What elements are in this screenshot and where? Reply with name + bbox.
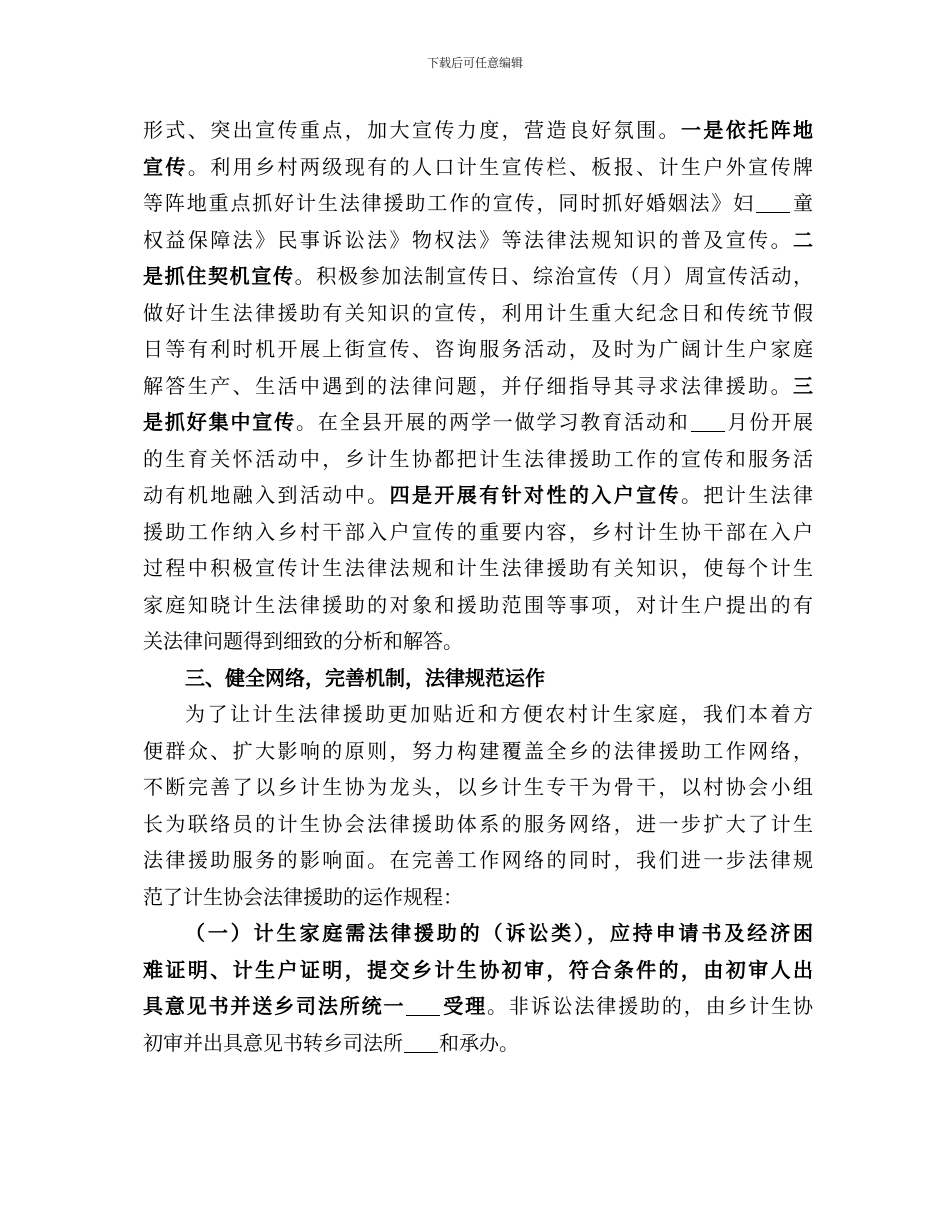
text-segment: 。非诉讼法律援助的，由乡计生协 xyxy=(486,994,814,1018)
text-segment: 等阵地重点抓好计生法律援助工作的宣传，同时抓好婚姻法》妇 xyxy=(143,191,756,215)
text-segment: 形式、突出宣传重点，加大宣传力度，营造良好氛围。 xyxy=(143,118,681,142)
text-segment: 。在全县开展的两学一做学习教育活动和 xyxy=(296,410,690,434)
bold-text: 宣传 xyxy=(143,154,188,179)
text-line xyxy=(143,623,813,660)
bold-text: 三、健全网络，完善机制，法律规范运作 xyxy=(185,665,545,690)
fill-in-blank xyxy=(406,995,440,1016)
bold-text: 受理 xyxy=(441,994,487,1018)
page-header: 下载后可任意编辑 xyxy=(426,56,523,70)
text-segment: 动有机地融入到活动中。 xyxy=(143,483,390,507)
bold-text: 难证明、计生户证明，提交乡计生协初审，符合条件的，由初审人出 xyxy=(143,957,813,982)
fill-in-blank xyxy=(756,192,790,213)
bold-text: 三 xyxy=(793,373,813,398)
text-segment: 。积极参加法制宣传日、综治宣传（月）周宣传活动， xyxy=(294,264,814,288)
text-segment: 不断完善了以乡计生协为龙头，以乡计生专干为骨干，以村协会小组 xyxy=(143,775,813,799)
text-segment: 童 xyxy=(791,191,814,215)
text-segment: 解答生产、生活中遇到的法律问题，并仔细指导其寻求法律援助。 xyxy=(143,373,793,398)
bold-text: 四是开展有针对性的入户宣传 xyxy=(389,483,681,507)
bold-text: 是抓好集中宣传 xyxy=(143,410,297,434)
text-segment: 权益保障法》民事诉讼法》物权法》等法律法规知识的普及宣传。 xyxy=(143,227,793,252)
text-segment: 过程中积极宣传计生法律法规和计生法律援助有关知识，使每个计生 xyxy=(143,556,813,580)
text-line xyxy=(143,222,813,259)
bold-text: 是抓住契机宣传 xyxy=(143,264,295,288)
text-segment: 和承办。 xyxy=(439,1030,519,1055)
fill-in-blank xyxy=(404,1032,438,1053)
text-line xyxy=(143,331,813,368)
text-line xyxy=(143,368,813,405)
text-line xyxy=(143,587,813,624)
text-line xyxy=(143,258,813,295)
text-line xyxy=(143,952,813,989)
text-segment: 的生育关怀活动中，乡计生协都把计生法律援助工作的宣传和服务活 xyxy=(143,446,813,471)
bold-text: 二 xyxy=(793,227,813,252)
text-segment: 家庭知晓计生法律援助的对象和援助范围等事项，对计生户提出的有 xyxy=(143,592,813,617)
text-segment: 为了让计生法律援助更加贴近和方便农村计生家庭，我们本着方 xyxy=(185,702,813,726)
text-line xyxy=(143,879,813,916)
text-line xyxy=(143,185,813,222)
text-segment: 长为联络员的计生协会法律援助体系的服务网络，进一步扩大了计生 xyxy=(143,811,813,836)
text-line xyxy=(143,806,813,843)
text-line xyxy=(143,514,813,551)
text-line xyxy=(143,295,813,332)
text-line xyxy=(143,769,813,806)
text-segment: 。利用乡村两级现有的人口计生宣传栏、板报、计生户外宣传牌 xyxy=(187,154,814,179)
text-segment: 。把计生法律 xyxy=(680,483,814,507)
text-line xyxy=(143,660,813,697)
text-line xyxy=(143,733,813,770)
bold-text: 一是依托阵地 xyxy=(680,118,814,142)
text-line xyxy=(143,441,813,478)
text-line xyxy=(143,550,813,587)
text-segment: 援助工作纳入乡村干部入户宣传的重要内容，乡村计生协干部在入户 xyxy=(143,519,813,544)
text-segment: 法律援助服务的影响面。在完善工作网络的同时，我们进一步法律规 xyxy=(143,848,813,872)
text-segment: 范了计生协会法律援助的运作规程： xyxy=(143,884,463,909)
text-segment: 月份开展 xyxy=(725,410,814,434)
document-body xyxy=(143,112,813,1061)
bold-text: （一）计生家庭需法律援助的（诉讼类），应持申请书及经济困 xyxy=(185,921,813,945)
text-line xyxy=(143,915,813,952)
text-segment: 便群众、扩大影响的原则，努力构建覆盖全乡的法律援助工作网络， xyxy=(143,738,813,763)
text-line xyxy=(143,842,813,879)
text-line xyxy=(143,404,813,441)
text-line xyxy=(143,988,813,1025)
text-line xyxy=(143,1025,813,1062)
bold-text: 具意见书并送乡司法所统一 xyxy=(143,994,406,1018)
text-line xyxy=(143,112,813,149)
text-segment: 日等有利时机开展上街宣传、咨询服务活动，及时为广阔计生户家庭 xyxy=(143,337,813,361)
text-segment: 做好计生法律援助有关知识的宣传，利用计生重大纪念日和传统节假 xyxy=(143,300,813,325)
text-segment: 关法律问题得到细致的分析和解答。 xyxy=(143,629,463,653)
text-line xyxy=(143,477,813,514)
text-line xyxy=(143,149,813,186)
text-segment: 初审并出具意见书转乡司法所 xyxy=(143,1030,403,1055)
text-line xyxy=(143,696,813,733)
fill-in-blank xyxy=(691,411,725,432)
